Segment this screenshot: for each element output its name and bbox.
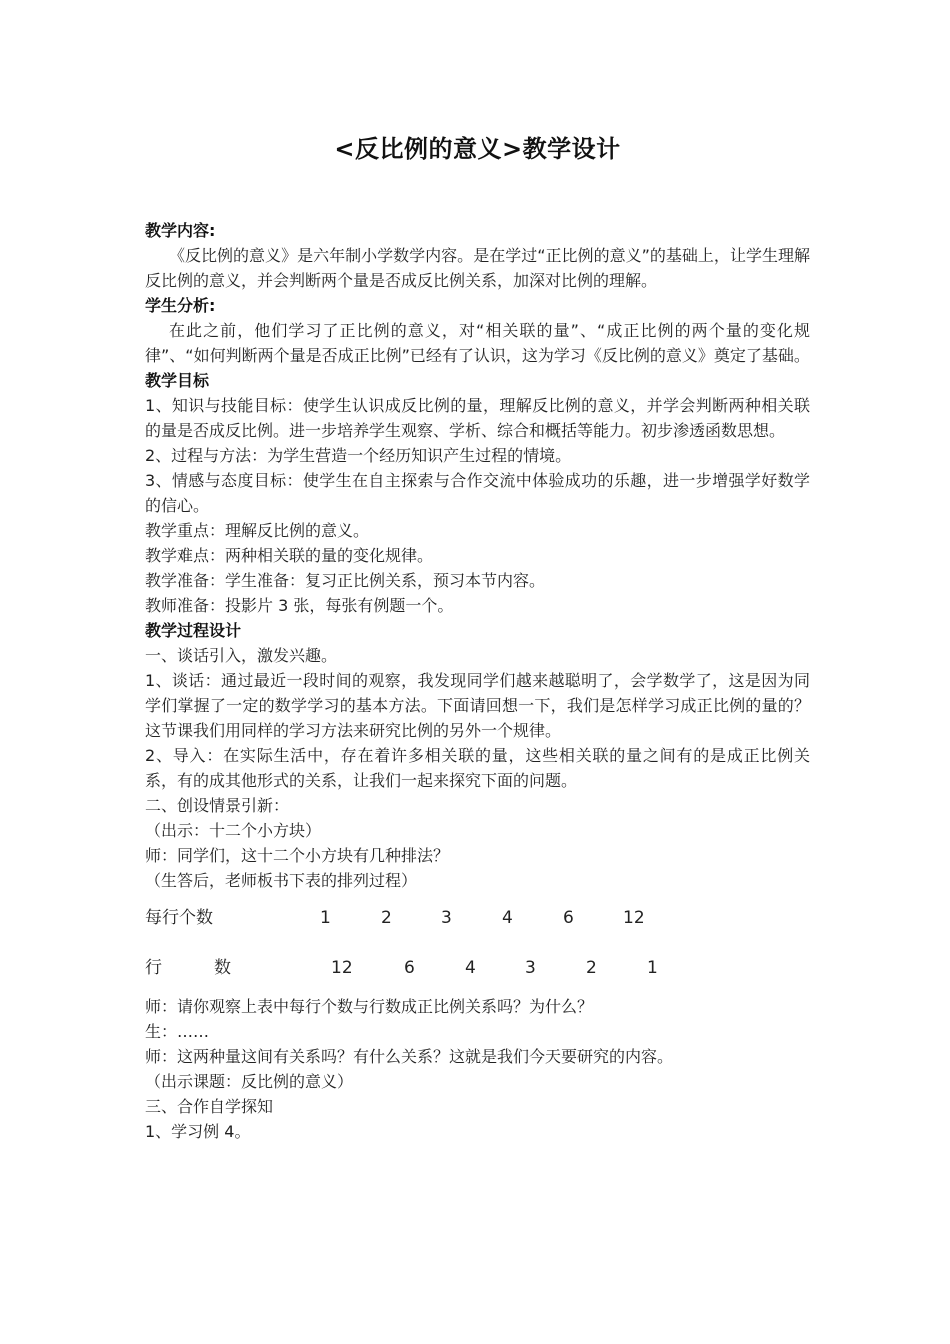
paragraph: 1、谈话：通过最近一段时间的观察，我发现同学们越来越聪明了，会学数学了，这是因为同学们掌握了一定的数学学习的基本方法。下面请回想一下，我们是怎样学习成正比例的量的？这节课我们用同样的学习方法来研究比例的另外一个规律。: [145, 671, 810, 740]
paragraph: 3、情感与态度目标：使学生在自主探索与合作交流中体验成功的乐趣，进一步增强学好数学的信心。: [145, 471, 810, 515]
paragraph: 《反比例的意义》是六年制小学数学内容。是在学过“正比例的意义”的基础上，让学生理解反比例的意义，并会判断两个量是否成反比例关系，加深对比例的理解。: [145, 246, 810, 290]
row1-value: 12: [623, 908, 645, 928]
row2-value: 6: [404, 958, 415, 978]
section-heading: 教学过程设计: [145, 621, 242, 640]
paragraph: 1、学习例 4。: [145, 1122, 251, 1141]
row2-label-part: 数: [214, 958, 231, 978]
paragraph: 教学准备：学生准备：复习正比例关系，预习本节内容。: [145, 571, 546, 590]
paragraph: 师：这两种量这间有关系吗？有什么关系？这就是我们今天要研究的内容。: [145, 1047, 674, 1066]
section-heading: 教学目标: [145, 371, 210, 390]
row1-value: 6: [563, 908, 574, 928]
paragraph: 教师准备：投影片 3 张，每张有例题一个。: [145, 596, 454, 615]
section-heading: 教学内容:: [145, 221, 216, 240]
arrangement-table: [145, 906, 810, 981]
section-heading: 学生分析:: [145, 296, 216, 315]
row1-label: 每行个数: [145, 908, 213, 928]
row1-value: 4: [502, 908, 513, 928]
paragraph: 教学难点：两种相关联的量的变化规律。: [145, 546, 434, 565]
paragraph: 2、导入：在实际生活中，存在着许多相关联的量，这些相关联的量之间有的是成正比例关系，有的成其他形式的关系，让我们一起来探究下面的问题。: [145, 746, 810, 790]
row1-value: 3: [441, 908, 452, 928]
paragraph: （出示课题：反比例的意义）: [145, 1072, 354, 1091]
document-page: [145, 132, 810, 1144]
paragraph: （出示：十二个小方块）: [145, 821, 322, 840]
paragraph: （生答后，老师板书下表的排列过程）: [145, 871, 418, 890]
paragraph: 2、过程与方法：为学生营造一个经历知识产生过程的情境。: [145, 446, 572, 465]
table-row-row-count: [145, 956, 810, 981]
paragraph: 师：请你观察上表中每行个数与行数成正比例关系吗？为什么？: [145, 997, 594, 1016]
document-title: <反比例的意义>教学设计: [334, 135, 621, 163]
body-section-after-table: [145, 994, 810, 1144]
paragraph: 1、知识与技能目标：使学生认识成反比例的量，理解反比例的意义，并学会判断两种相关联的量是否成反比例。进一步培养学生观察、学析、综合和概括等能力。初步渗透函数思想。: [145, 396, 810, 440]
paragraph: 三、合作自学探知: [145, 1097, 274, 1116]
row2-value: 2: [586, 958, 597, 978]
paragraph: 二、创设情景引新：: [145, 796, 290, 815]
paragraph: 师：同学们，这十二个小方块有几种排法？: [145, 846, 450, 865]
row1-value: 1: [320, 908, 331, 928]
paragraph: 一、谈话引入，激发兴趣。: [145, 646, 338, 665]
paragraph: 教学重点：理解反比例的意义。: [145, 521, 370, 540]
row2-value: 12: [331, 958, 353, 978]
row2-value: 1: [647, 958, 658, 978]
paragraph: 生：……: [145, 1022, 210, 1041]
body-section-before-table: [145, 218, 810, 893]
paragraph: 在此之前，他们学习了正比例的意义，对“相关联的量”、“成正比例的两个量的变化规律”、“如何判断两个量是否成正比例”已经有了认识，这为学习《反比例的意义》奠定了基础。: [145, 321, 810, 365]
row1-value: 2: [381, 908, 392, 928]
table-row-per-row-count: [145, 906, 810, 931]
row2-value: 4: [465, 958, 476, 978]
row2-value: 3: [525, 958, 536, 978]
row2-label-part: 行: [145, 958, 162, 978]
